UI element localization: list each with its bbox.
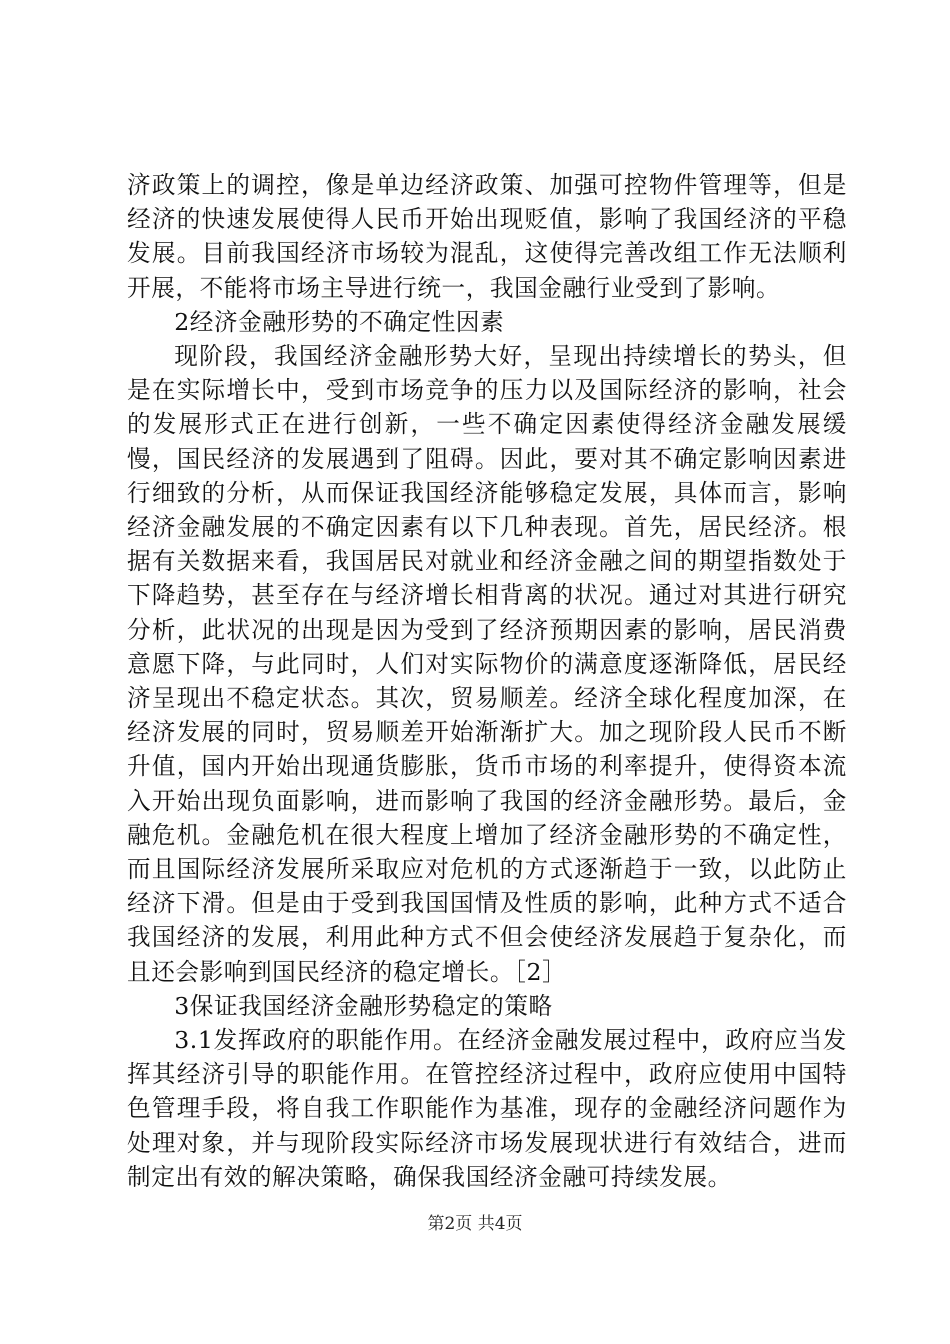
paragraph-government-role: 3.1发挥政府的职能作用。在经济金融发展过程中，政府应当发挥其经济引导的职能作用。在管控经济过程中，政府应使用中国特色管理手段，将自我工作职能作为基准，现存的金融经济问题作为处理对象，并与现阶段实际经济市场发展现状进行有效结合，进而制定出有效的解决策略，确保我国经济金融可持续发展。 — [127, 1026, 847, 1191]
section-heading-3: 3保证我国经济金融形势稳定的策略 — [174, 991, 553, 1020]
paragraph-uncertainty-factors: 现阶段，我国经济金融形势大好，呈现出持续增长的势头，但是在实际增长中，受到市场竞争的压力以及国际经济的影响，社会的发展形式正在进行创新，一些不确定因素使得经济金融发展缓慢，国民经济的发展遇到了阻碍。因此，要对其不确定影响因素进行细致的分析，从而保证我国经济能够稳定发展，具体而言，影响经济金融发展的不确定因素有以下几种表现。首先，居民经济。根据有关数据来看，我国居民对就业和经济金融之间的期望指数处于下降趋势，甚至存在与经济增长相背离的状况。通过对其进行研究分析，此状况的出现是因为受到了经济预期因素的影响，居民消费意愿下降，与此同时，人们对实际物价的满意度逐渐降低，居民经济呈现出不稳定状态。其次，贸易顺差。经济全球化程度加深，在经济发展的同时，贸易顺差开始渐渐扩大。加之现阶段人民币不断升值，国内开始出现通货膨胀，货币市场的利率提升，使得资本流入开始出现负面影响，进而影响了我国的经济金融形势。最后，金融危机。金融危机在很大程度上增加了经济金融形势的不确定性，而且国际经济发展所采取应对危机的方式逐渐趋于一致，以此防止经济下滑。但是由于受到我国国情及性质的影响，此种方式不适合我国经济的发展，利用此种方式不但会使经济发展趋于复杂化，而且还会影响到国民经济的稳定增长。［2］ — [127, 342, 847, 986]
document-body — [127, 168, 847, 1194]
section-heading-2: 2经济金融形势的不确定性因素 — [174, 307, 505, 336]
paragraph-continuation: 济政策上的调控，像是单边经济政策、加强可控物件管理等，但是经济的快速发展使得人民币开始出现贬值，影响了我国经济的平稳发展。目前我国经济市场较为混乱，这使得完善改组工作无法顺利开展，不能将市场主导进行统一，我国金融行业受到了影响。 — [127, 171, 847, 302]
page-footer: 第2页 共4页 — [427, 1214, 523, 1234]
